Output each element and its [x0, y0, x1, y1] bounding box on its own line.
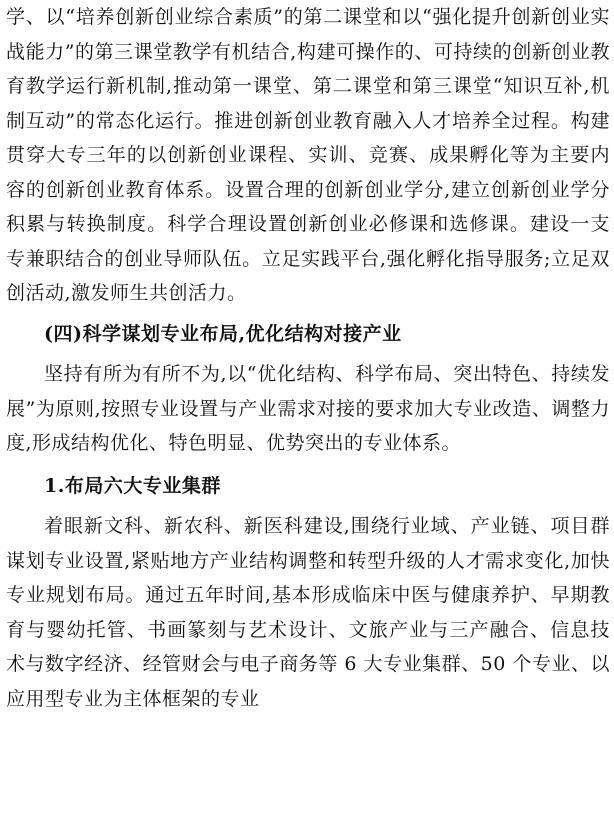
section-heading: (四)科学谋划专业布局,优化结构对接产业: [44, 322, 402, 345]
body-paragraph: 坚持有所为有所不为,以“优化结构、科学布局、突出特色、持续发展”为原则,按照专业设置与产业需求对接的要求加大专业改造、调整力度,形成结构优化、特色明显、优势突出的专业体系。: [6, 363, 610, 454]
body-paragraph: 学、以“培养创新创业综合素质”的第二课堂和以“强化提升创新创业实战能力”的第三课堂教学有机结合,构建可操作的、可持续的创新创业教育教学运行新机制,推动第一课堂、第二课堂和第三课堂“知识互补,机制互动”的常态化运行。推进创新创业教育融入人才培养全过程。构建贯穿大专三年的以创新创业课程、实训、竞赛、成果孵化等为主要内容的创新创业教育体系。设置合理的创新创业学分,建立创新创业学分积累与转换制度。科学合理设置创新创业必修课和选修课。建设一支专兼职结合的创业导师队伍。立足实践平台,强化孵化指导服务;立足双创活动,激发师生共创活力。: [6, 6, 610, 304]
document-page: [6, 0, 610, 716]
subsection-heading: 1.布局六大专业集群: [44, 474, 221, 497]
body-paragraph: 着眼新文科、新农科、新医科建设,围绕行业域、产业链、项目群谋划专业设置,紧贴地方产业结构调整和转型升级的人才需求变化,加快专业规划布局。通过五年时间,基本形成临床中医与健康养护、早期教育与婴幼托管、书画篆刻与艺术设计、文旅产业与三产融合、信息技术与数字经济、经管财会与电子商务等 6 大专业集群、50 个专业、以应用型专业为主体框架的专业: [6, 515, 610, 710]
